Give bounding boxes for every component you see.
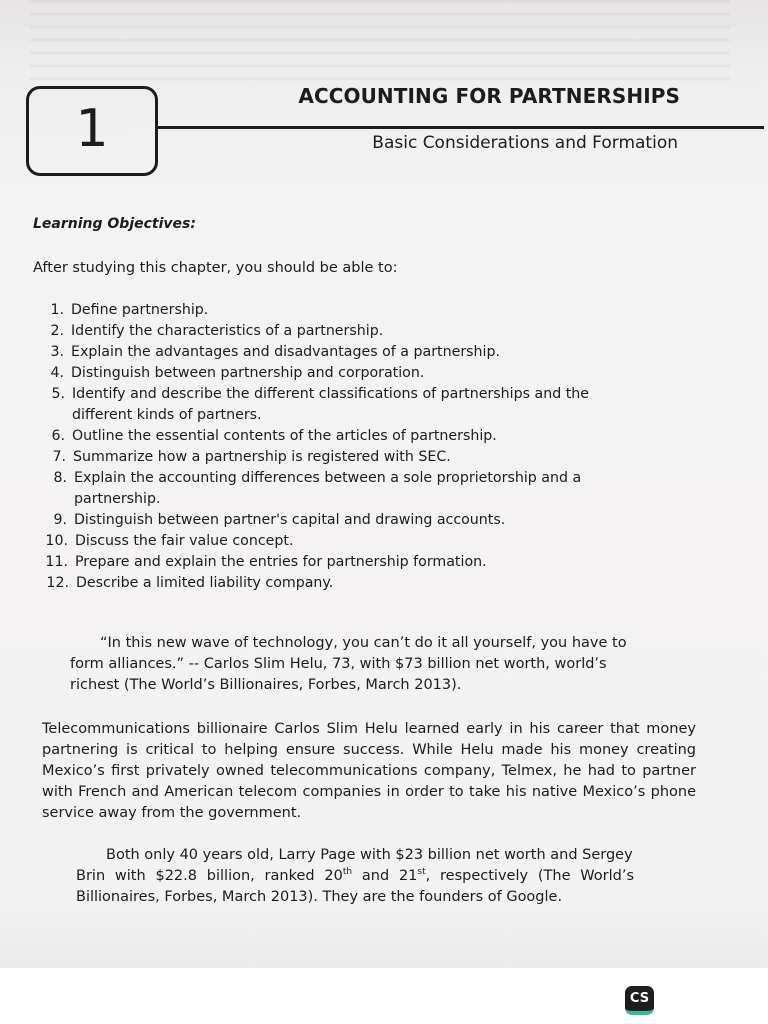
objective-number: 8. [53,470,67,486]
bleed-through-text [30,0,730,82]
objective-text: partnership. [74,491,161,507]
objective-number: 4. [50,365,64,381]
chapter-subtitle: Basic Considerations and Formation [372,133,678,153]
opening-quote [70,633,640,696]
objective-number: 9. [53,512,67,528]
header-rule [158,126,764,129]
objective-number: 2. [50,323,64,339]
objective-number: 12. [46,575,69,591]
chapter-title: ACCOUNTING FOR PARTNERSHIPS [298,84,680,108]
chapter-number-box [26,86,158,176]
objective-text: Identify the characteristics of a partnership. [71,323,384,339]
objective-text: Outline the essential contents of the articles of partnership. [72,428,497,444]
paragraph2-part-b: and 21 [352,868,418,884]
quote-line-1: “In this new wave of technology, you can’t do it all yourself, you have to [100,635,627,651]
objective-number: 10. [45,533,68,549]
learning-objectives-intro: After studying this chapter, you should be able to: [33,260,398,276]
objective-number: 5. [51,386,65,402]
paragraph-google-founders [76,845,634,908]
ordinal-suffix: th [342,867,353,878]
ordinal-suffix: st [417,867,426,878]
objective-number: 11. [45,554,68,570]
objective-text: Distinguish between partnership and corporation. [71,365,425,381]
objective-text: Define partnership. [71,302,209,318]
camscanner-logo-icon: CS [625,986,654,1015]
paragraph2-line-1: Both only 40 years old, Larry Page with $23 billion net worth and Sergey [106,847,633,863]
objective-number: 7. [52,449,66,465]
objective-text: Discuss the fair value concept. [75,533,294,549]
objective-number: 1. [50,302,64,318]
learning-objectives-heading: Learning Objectives: [33,216,196,232]
objective-text: Distinguish between partner's capital and drawing accounts. [74,512,506,528]
objective-number: 3. [50,344,64,360]
objective-text: Prepare and explain the entries for partnership formation. [75,554,487,570]
paragraph2-part-a: Brin with $22.8 billion, ranked 20 [76,868,343,884]
objective-text: Summarize how a partnership is registered with SEC. [73,449,451,465]
objective-text: Explain the advantages and disadvantages of a partnership. [71,344,501,360]
objective-text: Describe a limited liability company. [76,575,334,591]
quote-rest: form alliances.” -- Carlos Slim Helu, 73, with $73 billion net worth, world’s richest (The World’s Billionaires, Forbes, March 2013). [70,656,607,693]
objective-text: different kinds of partners. [72,407,262,423]
objective-number: 6. [51,428,65,444]
objective-text: Explain the accounting differences between a sole proprietorship and a [74,470,582,486]
paragraph-carlos-slim: Telecommunications billionaire Carlos Slim Helu learned early in his career that money partnering is critical to helping ensure success. While Helu made his money creating Mexico’s first privately owned telecommunications company, Telmex, he had to partner with French and American telecom companies in order to take his native Mexico’s phone service away from the government. [42,721,696,821]
chapter-number: 1 [75,99,109,159]
objective-text: Identify and describe the different classifications of partnerships and the [72,386,589,402]
paragraph2-part-c: , respectively (The World’s Billionaires, Forbes, March 2013). They are the founders of Google. [76,868,634,905]
